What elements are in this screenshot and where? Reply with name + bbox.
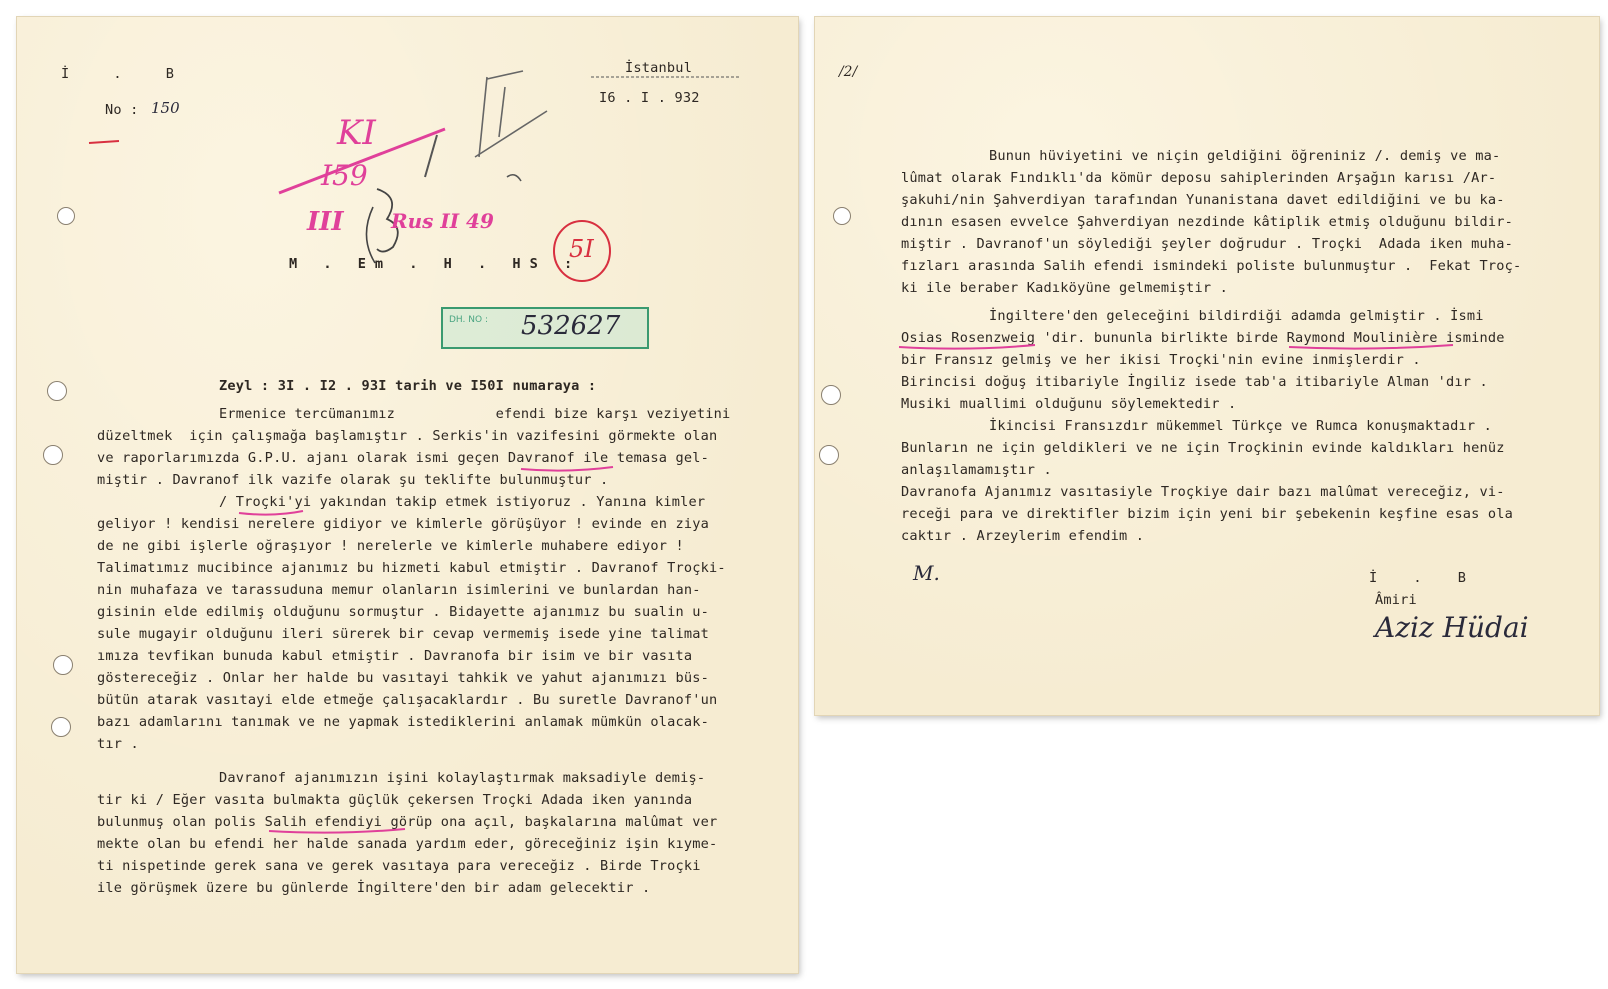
body-line: caktır . Arzeylerim efendim . — [901, 528, 1145, 544]
magenta-underlines — [17, 17, 798, 973]
magenta-annotation-top: KI — [337, 113, 376, 153]
signature: Aziz Hüdai — [1375, 611, 1529, 644]
body-line: bütün atarak vasıtayi elde etmeğe çalışacaklardır . Bu suretle Davranof'un — [97, 692, 718, 708]
body-line: miştir . Davranof ilk vazife olarak şu teklifte bulunmuştur . — [97, 472, 609, 488]
subject-line: Zeyl : 3I . I2 . 93I tarih ve I50I numaraya : — [219, 378, 597, 394]
signature-org: İ . B — [1369, 570, 1480, 586]
body-line: Davranof ajanımızın işini kolaylaştırmak maksadiyle demiş- — [219, 770, 706, 786]
body-line: Talimatımız mucibince ajanımız bu hizmeti kabul etmiştir . Davranof Troçki- — [97, 560, 726, 576]
body-line: Bunların ne için geldikleri ve ne için Troçkinin evinde kaldıkları henüz — [901, 440, 1505, 456]
document-page-2 — [815, 17, 1599, 715]
body-line: Ermenice tercümanımız efendi bize karşı veziyetini — [219, 406, 731, 422]
body-line: ki ile beraber Kadıköyüne gelmemiştir . — [901, 280, 1228, 296]
body-line: ile görüşmek üzere bu günlerde İngiltere'den bir adam gelecektir . — [97, 880, 651, 896]
body-line: bulunmuş olan polis Salih efendiyi görüp ona açıl, başkalarına malûmat ver — [97, 814, 718, 830]
body-line: Davranofa Ajanımız vasıtasiyle Troçkiye dair bazı malûmat vereceğiz, vi- — [901, 484, 1505, 500]
body-line: receği para ve direktifler bizim için yeni bir şebekenin keşfine esas ola — [901, 506, 1514, 522]
stamp-number: 532627 — [521, 311, 621, 341]
city: İstanbul — [625, 60, 693, 76]
body-line: göstereceğiz . Onlar her halde bu vasıtayi tahkik ve yahut ajanımızı büs- — [97, 670, 710, 686]
magenta-annotation-number: I59 — [321, 159, 368, 192]
body-line: tır . — [97, 736, 139, 752]
page-number: /2/ — [839, 64, 858, 80]
initials: M. — [913, 561, 940, 585]
body-line: bir Fransız gelmiş ve her ikisi Troçki'nin evine inmişlerdir . — [901, 352, 1421, 368]
body-line: miştir . Davranof'un söylediği şeyler doğrudur . Troçki Adada iken muha- — [901, 236, 1514, 252]
recipient: M . Em . H . HS : — [289, 256, 582, 272]
org-abbrev: İ . B — [61, 66, 192, 82]
magenta-roman-mark: III — [307, 207, 344, 237]
body-line: şakuhi/nin Şahverdiyan tarafından Yunanistana davet edildiğini ve bu ka- — [901, 192, 1505, 208]
date: I6 . I . 932 — [599, 90, 700, 106]
body-line: İngiltere'den geleceğini bildirdiği adamda gelmiştir . İsmi — [989, 308, 1484, 324]
body-line: sule mugayir olduğunu ileri sürerek bir cevap vermemiş isede yine talimat — [97, 626, 710, 642]
body-line: bazı adamlarını tanımak ve ne yapmak istediklerini anlamak mümkün olacak- — [97, 714, 710, 730]
red-circled-number: 5I — [569, 235, 594, 263]
body-line: düzeltmek için çalışmağa başlamıştır . Serkis'in vazifesini görmekte olan — [97, 428, 718, 444]
doc-number-value: 150 — [151, 99, 180, 117]
body-line: Musiki muallimi olduğunu söylemektedir . — [901, 396, 1237, 412]
body-line: Bunun hüviyetini ve niçin geldiğini öğreniniz /. demiş ve ma- — [989, 148, 1501, 164]
doc-number-label: No : — [105, 102, 139, 118]
body-line: Birincisi doğuş itibariyle İngiliz isede tab'a itibariyle Alman 'dır . — [901, 374, 1488, 390]
body-line: geliyor ! kendisi nerelere gidiyor ve kimlerle görüşüyor ! evinde en ziya — [97, 516, 710, 532]
body-line: tir ki / Eğer vasıta bulmakta güçlük çekersen Troçki Adada iken yanında — [97, 792, 693, 808]
body-line: de ne gibi işlerle oğraşıyor ! nerelerle ve kimlerle muhabere ediyor ! — [97, 538, 684, 554]
body-line: ve raporlarımızda G.P.U. ajanı olarak ismi geçen Davranof ile temasa gel- — [97, 450, 710, 466]
body-line: dının esasen evvelce Şahverdiyan nezdinde kâtiplik etmiş olduğunu bildir- — [901, 214, 1514, 230]
body-line: gisinin elde edilmiş olduğunu sormuştur . Bidayette ajanımız bu sualin u- — [97, 604, 710, 620]
body-line: ti nispetinde gerek sana ve gerek vasıtaya para vereceğiz . Birde Troçki — [97, 858, 701, 874]
body-line: / Troçki'yi yakından takip etmek istiyoruz . Yanına kimler — [219, 494, 706, 510]
stamp-label: DH. NO : — [449, 315, 488, 325]
body-line: lûmat olarak Fındıklı'da kömür deposu sahiplerinden Arşağın karısı /Ar- — [901, 170, 1497, 186]
body-line: anlaşılamamıştır . — [901, 462, 1052, 478]
body-line: İkincisi Fransızdır mükemmel Türkçe ve Rumca konuşmaktadır . — [989, 418, 1493, 434]
signature-title: Âmiri — [1375, 592, 1417, 608]
body-line: mekte olan bu efendi her halde sanada yardım eder, göreceğiniz işin kıyme- — [97, 836, 718, 852]
document-page-1 — [17, 17, 798, 973]
body-line: ımıza tevfikan bunuda kabul etmiştir . Davranofa bir isim ve bir vasıta — [97, 648, 693, 664]
body-line: fızları arasında Salih efendi ismindeki poliste bulunmuştur . Fekat Troç- — [901, 258, 1522, 274]
body-line: Osias Rosenzweig 'dir. bununla birlikte birde Raymond Moulinière isminde — [901, 330, 1505, 346]
body-line: nin muhafaza ve tarassuduna memur olanların isimlerini ve bunlardan han- — [97, 582, 701, 598]
magenta-annotation-bottom: Rus II 49 — [391, 209, 494, 233]
